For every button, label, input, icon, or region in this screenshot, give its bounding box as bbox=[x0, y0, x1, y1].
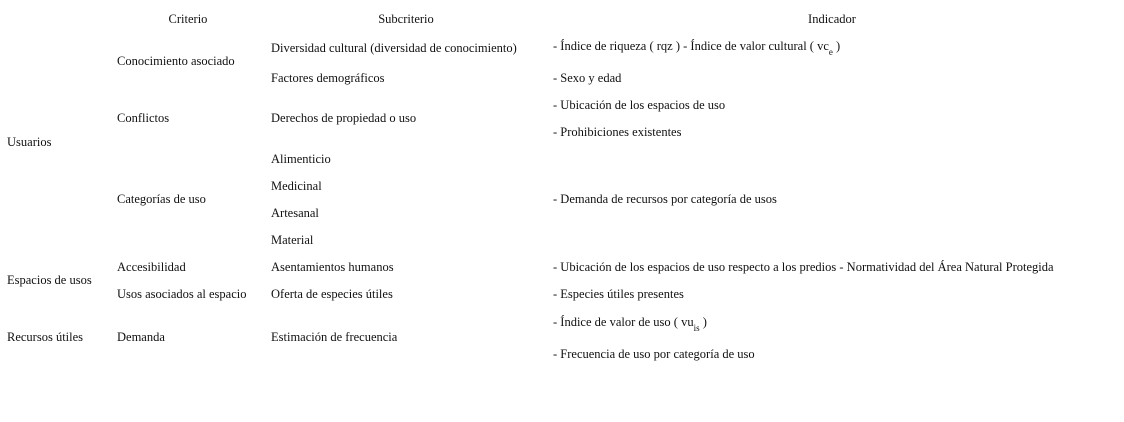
criterion-usos-asociados: Usos asociados al espacio bbox=[117, 287, 247, 301]
subcriterion-factores-demograficos: Factores demográficos bbox=[271, 71, 385, 85]
group-usuarios: Usuarios bbox=[7, 135, 52, 149]
subcriterion-alimenticio: Alimenticio bbox=[271, 152, 331, 166]
criterion-demanda: Demanda bbox=[117, 330, 165, 344]
criterion-accesibilidad: Accesibilidad bbox=[117, 260, 186, 274]
group-espacios-usos: Espacios de usos bbox=[7, 273, 92, 287]
subcriterion-derechos-propiedad: Derechos de propiedad o uso bbox=[271, 111, 417, 125]
indicator-ubicacion-predios: - Ubicación de los espacios de uso respecto a los predios - Normatividad del Área Natural Protegida bbox=[553, 260, 1054, 274]
criterion-categorias-uso: Categorías de uso bbox=[117, 192, 206, 206]
indicator-demanda-recursos: - Demanda de recursos por categoría de usos bbox=[553, 192, 777, 206]
header-criterio: Criterio bbox=[168, 12, 208, 26]
subcriterion-estimacion-frecuencia: Estimación de frecuencia bbox=[271, 330, 398, 344]
indicator-sexo-edad: - Sexo y edad bbox=[553, 71, 622, 85]
subcriterion-oferta-especies: Oferta de especies útiles bbox=[271, 287, 393, 301]
criterion-conocimiento-asociado: Conocimiento asociado bbox=[117, 54, 235, 68]
indicator-ubicacion-espacios: - Ubicación de los espacios de uso bbox=[553, 98, 726, 112]
criterion-conflictos: Conflictos bbox=[117, 111, 170, 125]
indicator-riqueza-valor-cultural: - Índice de riqueza ( rqz ) - Índice de valor cultural ( $vc_e$ ) bbox=[553, 39, 841, 57]
indicator-prohibiciones: - Prohibiciones existentes bbox=[553, 125, 682, 139]
group-recursos-utiles: Recursos útiles bbox=[7, 330, 84, 344]
indicator-valor-uso: - Índice de valor de uso ( $vu_{is}$ ) bbox=[553, 315, 707, 333]
indicator-especies-utiles: - Especies útiles presentes bbox=[553, 287, 684, 301]
header-subcriterio: Subcriterio bbox=[378, 12, 434, 26]
indicator-frecuencia-uso: - Frecuencia de uso por categoría de uso bbox=[553, 347, 755, 361]
header-indicador: Indicador bbox=[808, 12, 856, 26]
subcriterion-medicinal: Medicinal bbox=[271, 179, 322, 193]
subcriterion-artesanal: Artesanal bbox=[271, 206, 319, 220]
subcriterion-asentamientos: Asentamientos humanos bbox=[271, 260, 394, 274]
subcriterion-diversidad-cultural: Diversidad cultural (diversidad de conocimiento) bbox=[271, 41, 517, 55]
subcriterion-material: Material bbox=[271, 233, 314, 247]
